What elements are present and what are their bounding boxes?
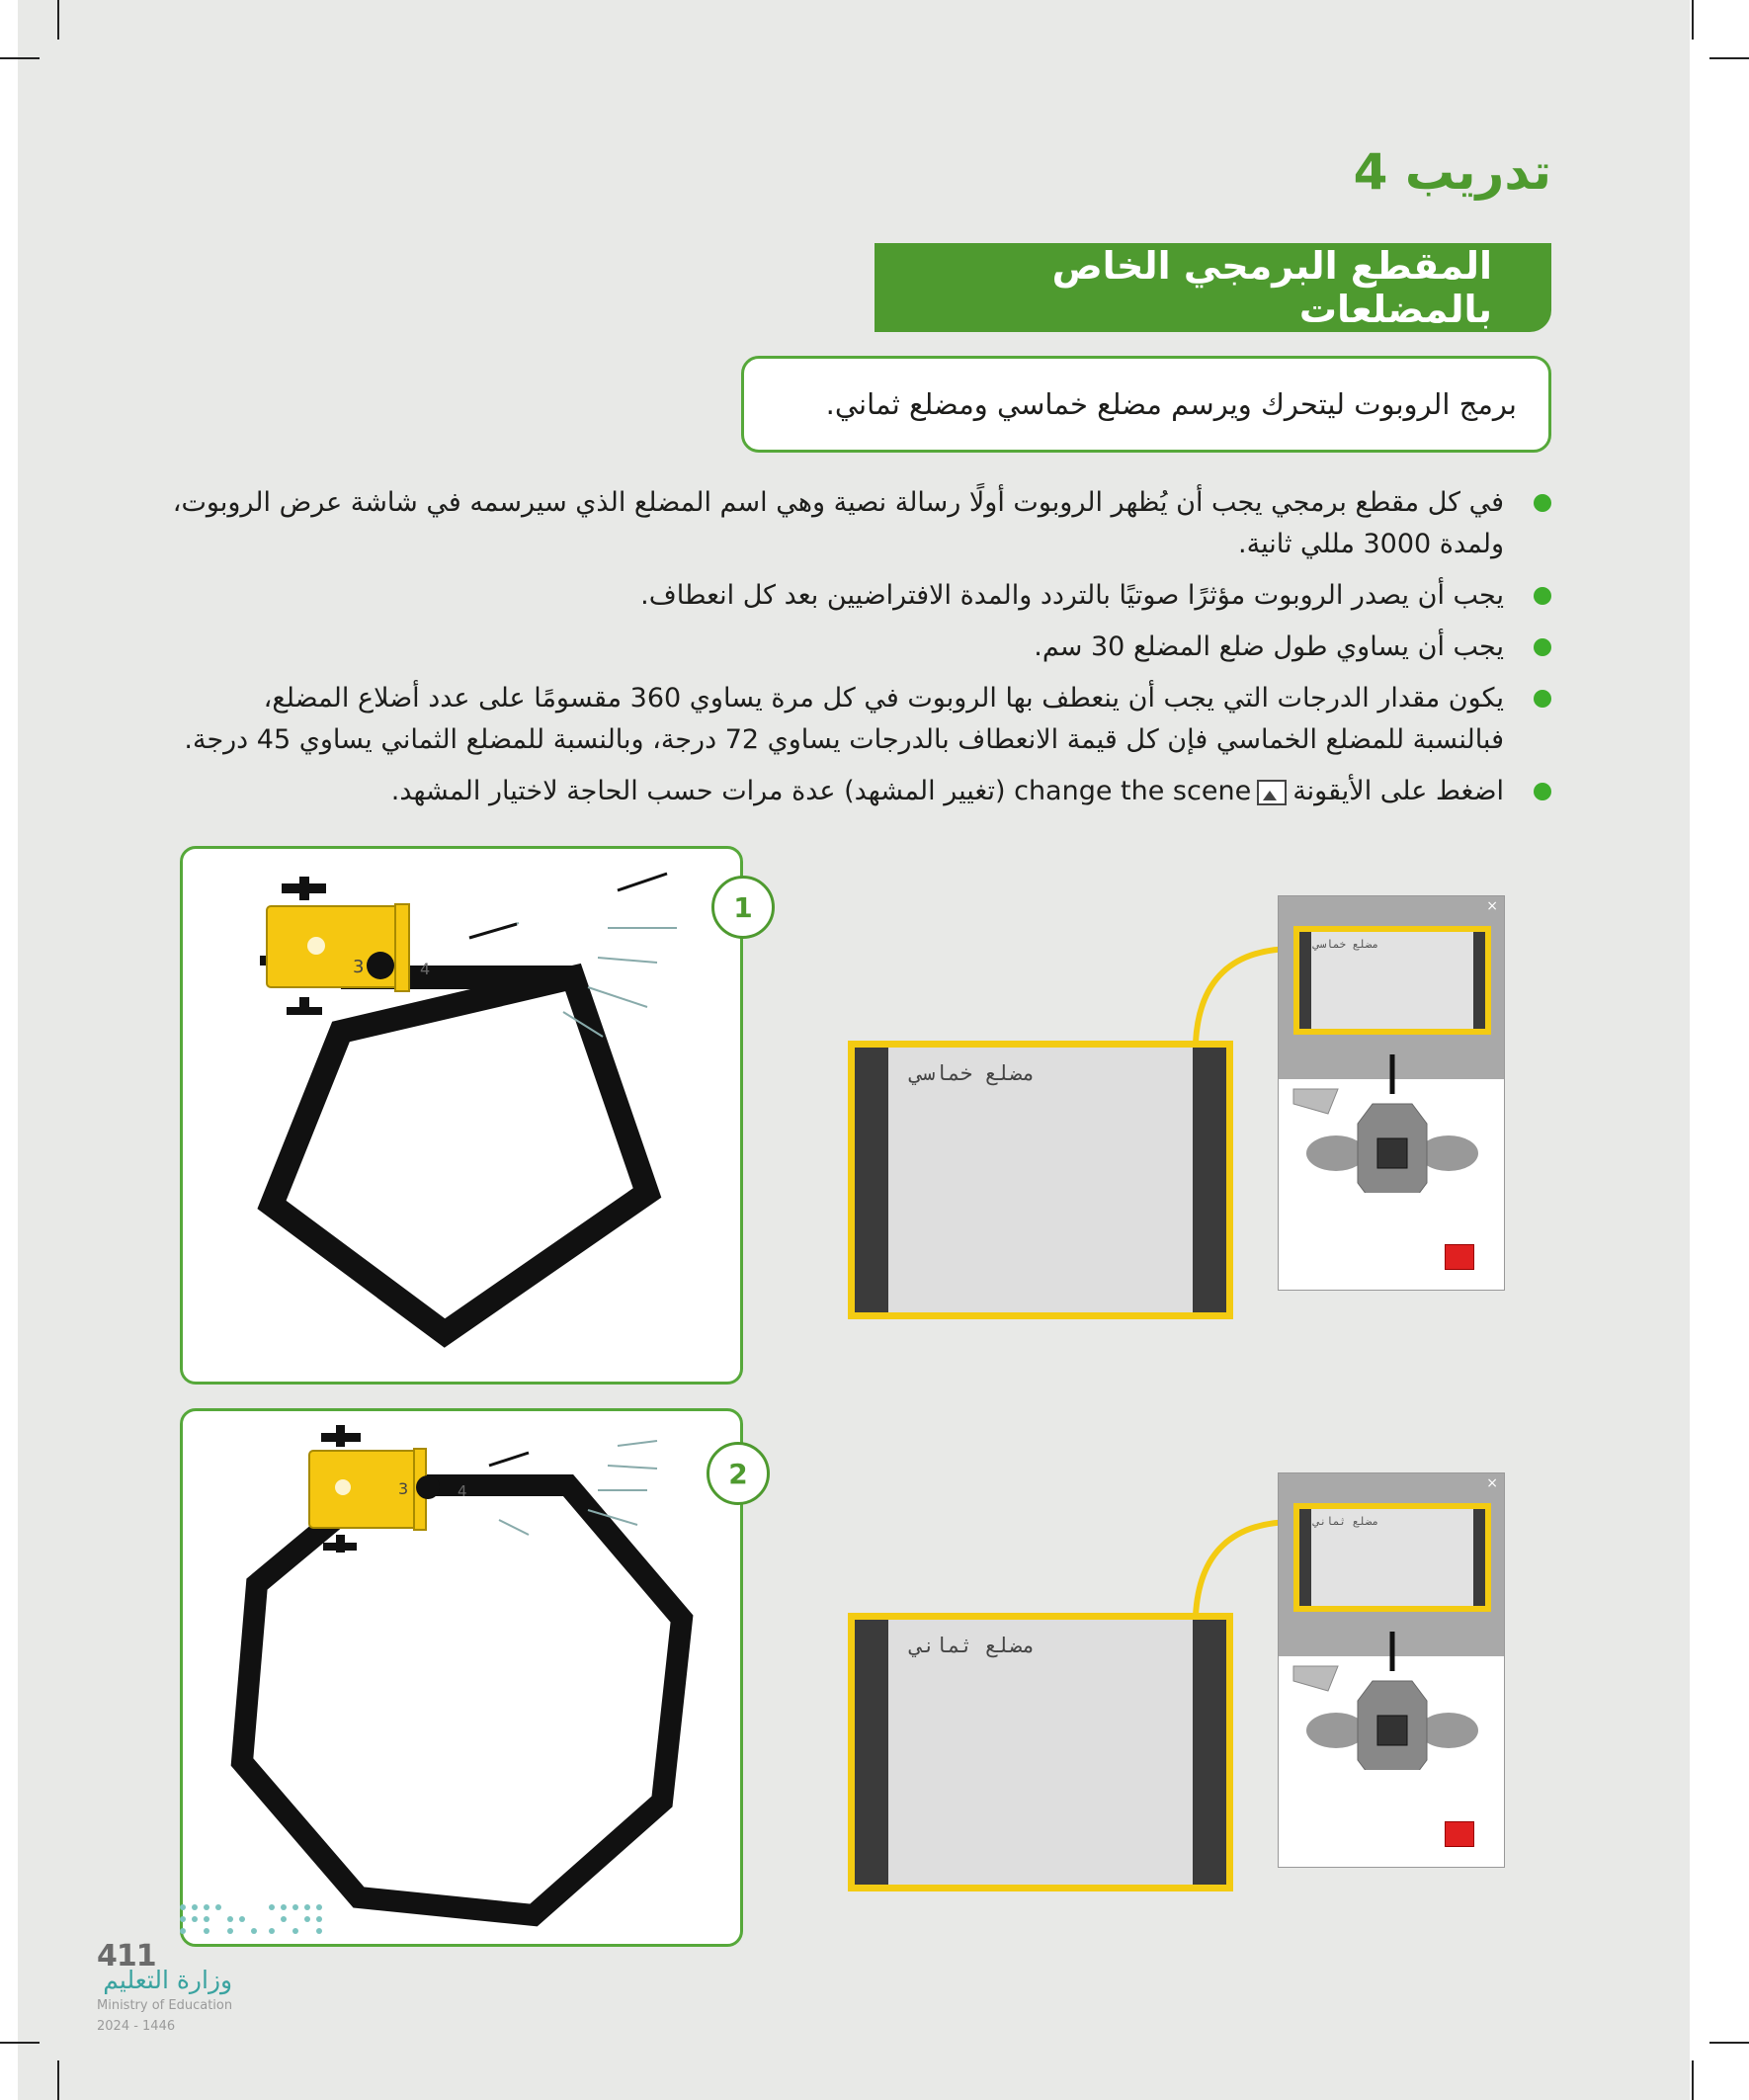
red-button [1445,1244,1474,1270]
zoomed-screen [848,1613,1233,1891]
list-item: في كل مقطع برمجي يجب أن يُظهر الروبوت أولًا رسالة نصية وهي اسم المضلع الذي سيرسمه في شاشة عرض الروبوت، ولمدة 3000 مللي ثانية. [168,482,1551,565]
ev3-brick [1278,1472,1505,1868]
close-icon: × [1486,1475,1498,1491]
figure-number-badge: 2 [707,1442,770,1505]
page-title: تدريب 4 [1353,143,1551,201]
brick-buttons [1279,1622,1506,1770]
robot-label-b: 4 [420,960,431,978]
right-margin [1690,0,1749,2100]
task-text: برمج الروبوت ليتحرك ويرسم مضلع خماسي ومضلع ثماني. [825,387,1517,421]
crop-mark [1709,57,1749,59]
pentagon-path [272,977,647,1333]
octagon-drawing [183,1411,743,1947]
crop-mark [1692,2060,1694,2100]
figure-number-badge: 1 [711,876,775,939]
brick-screen: مضلع ثماني [1293,1503,1491,1612]
brick-buttons [1279,1045,1506,1193]
ev3-brick [1278,895,1505,1291]
robot-label-b: 4 [458,1482,467,1500]
robot-icon [260,877,409,1015]
list-item: يكون مقدار الدرجات التي يجب أن ينعطف بها الروبوت في كل مرة يساوي 360 مقسومًا على عدد أضلاع المضلع، فبالنسبة للمضلع الخماسي فإن كل قيمة الانعطاف بالدرجات يساوي 72 درجة، وبالنسبة للمضلع الثماني يساوي 45 درجة. [168,678,1551,761]
crop-mark [1692,0,1694,40]
zoomed-screen [848,1041,1233,1319]
page-number: 411 [97,1939,156,1974]
crop-mark [0,2042,40,2044]
instruction-list [168,482,1551,822]
list-item: يجب أن يساوي طول ضلع المضلع 30 سم. [168,627,1551,668]
pentagon-drawing-panel [180,846,743,1385]
academic-year: 2024 - 1446 [97,2019,176,2034]
robot-label-a: 3 [353,957,365,977]
ministry-logo-dots [173,1897,326,1945]
crop-mark [0,57,40,59]
bullet-dot-icon [1534,638,1551,656]
bullet-dot-icon [1534,587,1551,605]
list-item: اضغط على الأيقونةchange the scene (تغيير المشهد) عدة مرات حسب الحاجة لاختيار المشهد. [168,771,1551,812]
left-margin [0,0,18,2100]
change-scene-picture-icon [1257,780,1287,805]
list-item: يجب أن يصدر الروبوت مؤثرًا صوتيًا بالتردد والمدة الافتراضيين بعد كل انعطاف. [168,575,1551,617]
bullet-dot-icon [1534,783,1551,800]
octagon-drawing-panel [180,1408,743,1947]
brick-screen: مضلع خماسي [1293,926,1491,1035]
octagon-path [242,1485,682,1915]
section-banner: المقطع البرمجي الخاص بالمضلعات [874,243,1551,332]
screen-text: مضلع خماسي [910,1061,1036,1085]
crop-mark [57,2060,59,2100]
bullet-dot-icon [1534,494,1551,512]
ministry-name-ar: وزارة التعليم [103,1966,233,1994]
crop-mark [57,0,59,40]
screen-text: مضلع ثماني [910,1634,1036,1657]
crop-mark [1709,2042,1749,2044]
pentagon-drawing [183,849,743,1385]
red-button [1445,1821,1474,1847]
page-footer [97,1939,232,2034]
close-icon: × [1486,898,1498,914]
task-box [741,356,1551,453]
bullet-dot-icon [1534,690,1551,708]
ministry-name-en: Ministry of Education [97,1998,233,2013]
robot-label-a: 3 [398,1479,409,1498]
